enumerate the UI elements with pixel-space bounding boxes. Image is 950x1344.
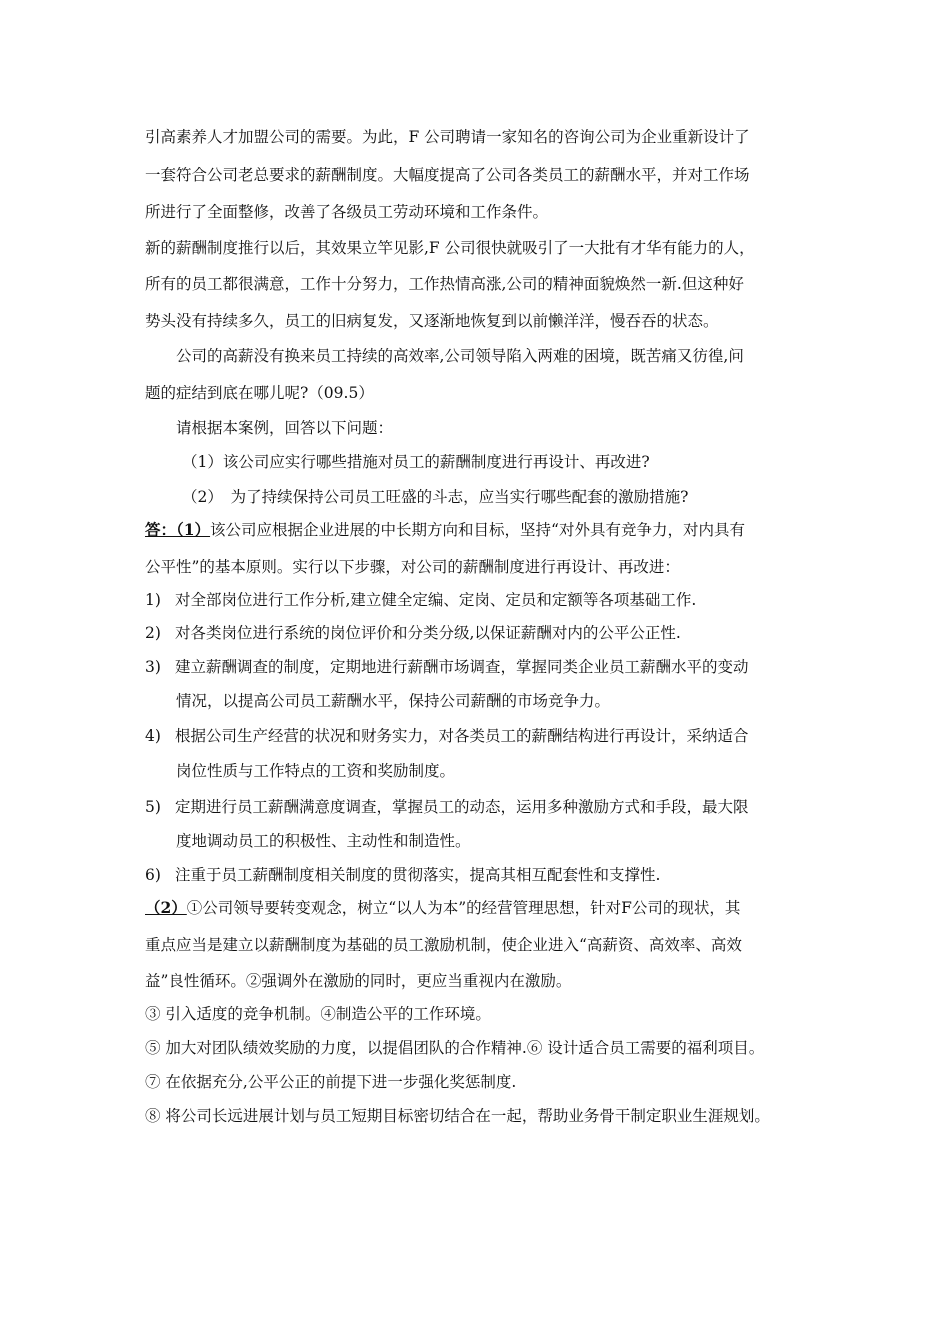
answer-1-item-5-continued: 度地调动员工的积极性、主动性和制造性。 bbox=[176, 832, 471, 850]
item-number: 5) bbox=[145, 798, 161, 816]
answer-2-line-4: ③ 引入适度的竞争机制。④制造公平的工作环境。 bbox=[145, 1005, 491, 1023]
answer-2-line-7: ⑧ 将公司长远进展计划与员工短期目标密切结合在一起，帮助业务骨干制定职业生涯规划。 bbox=[145, 1107, 770, 1125]
answer-1-item-5 bbox=[145, 796, 749, 818]
intro-paragraph-2-line-3: 势头没有持续多久，员工的旧病复发，又逐渐地恢复到以前懒洋洋，慢吞吞的状态。 bbox=[145, 312, 719, 330]
answer-2-line-3: 益”良性循环。②强调外在激励的同时，更应当重视内在激励。 bbox=[145, 972, 572, 990]
answer-1-line-2: 公平性”的基本原则。实行以下步骤，对公司的薪酬制度进行再设计、再改进： bbox=[145, 558, 680, 576]
question-2: （2） 为了持续保持公司员工旺盛的斗志，应当实行哪些配套的激励措施? bbox=[182, 488, 689, 506]
answer-2-intro-text: ①公司领导要转变观念，树立“以人为本”的经营管理思想，针对F公司的现状，其 bbox=[186, 899, 741, 917]
intro-paragraph-1-line-1: 引高素养人才加盟公司的需要。为此，F 公司聘请一家知名的咨询公司为企业重新设计了 bbox=[145, 128, 750, 146]
question-prompt: 请根据本案例，回答以下问题： bbox=[176, 419, 394, 437]
answer-1-item-4 bbox=[145, 725, 749, 747]
answer-1-intro-text: 该公司应根据企业进展的中长期方向和目标，坚持“对外具有竞争力，对内具有 bbox=[210, 521, 745, 539]
intro-paragraph-1-line-2: 一套符合公司老总要求的薪酬制度。大幅度提高了公司各类员工的薪酬水平，并对工作场 bbox=[145, 166, 750, 184]
item-number: 1) bbox=[145, 591, 161, 609]
item-number: 4) bbox=[145, 727, 161, 745]
item-text: 对全部岗位进行工作分析,建立健全定编、定岗、定员和定额等各项基础工作. bbox=[175, 591, 697, 609]
item-number: 6) bbox=[145, 866, 161, 884]
answer-1-line-1 bbox=[145, 519, 745, 541]
answer-2-line-1 bbox=[145, 897, 740, 919]
item-text: 注重于员工薪酬制度相关制度的贯彻落实，提高其相互配套性和支撑性. bbox=[175, 866, 661, 884]
answer-2-line-5: ⑤ 加大对团队绩效奖励的力度，以提倡团队的合作精神.⑥ 设计适合员工需要的福利项目。 bbox=[145, 1039, 765, 1057]
intro-paragraph-2-line-2: 所有的员工都很满意，工作十分努力，工作热情高涨,公司的精神面貌焕然一新.但这种好 bbox=[145, 275, 744, 293]
intro-paragraph-3-line-2: 题的症结到底在哪儿呢?（09.5） bbox=[145, 384, 374, 402]
item-text: 对各类岗位进行系统的岗位评价和分类分级,以保证薪酬对内的公平公正性. bbox=[175, 624, 681, 642]
answer-2-line-6: ⑦ 在依据充分,公平公正的前提下进一步强化奖惩制度. bbox=[145, 1073, 517, 1091]
answer-1-label: 答：（1） bbox=[145, 520, 211, 539]
intro-paragraph-2-line-1: 新的薪酬制度推行以后，其效果立竿见影,F 公司很快就吸引了一大批有才华有能力的人， bbox=[145, 239, 755, 257]
answer-1-item-6 bbox=[145, 864, 660, 886]
answer-1-item-4-continued: 岗位性质与工作特点的工资和奖励制度。 bbox=[176, 762, 456, 780]
answer-1-item-3 bbox=[145, 656, 749, 678]
answer-2-label: （2） bbox=[145, 898, 187, 917]
answer-2-line-2: 重点应当是建立以薪酬制度为基础的员工激励机制，使企业进入“高薪资、高效率、高效 bbox=[145, 936, 742, 954]
intro-paragraph-3-line-1: 公司的高薪没有换来员工持续的高效率,公司领导陷入两难的困境，既苦痛又彷徨,问 bbox=[176, 347, 744, 365]
item-text: 定期进行员工薪酬满意度调查，掌握员工的动态，运用多种激励方式和手段，最大限 bbox=[175, 798, 749, 816]
answer-1-item-3-continued: 情况，以提高公司员工薪酬水平，保持公司薪酬的市场竞争力。 bbox=[176, 692, 611, 710]
intro-paragraph-1-line-3: 所进行了全面整修，改善了各级员工劳动环境和工作条件。 bbox=[145, 203, 549, 221]
item-number: 3) bbox=[145, 658, 161, 676]
question-1: （1）该公司应实行哪些措施对员工的薪酬制度进行再设计、再改进? bbox=[182, 453, 650, 471]
item-text: 根据公司生产经营的状况和财务实力，对各类员工的薪酬结构进行再设计，采纳适合 bbox=[175, 727, 749, 745]
item-text: 建立薪酬调查的制度，定期地进行薪酬市场调查，掌握同类企业员工薪酬水平的变动 bbox=[175, 658, 749, 676]
item-number: 2) bbox=[145, 624, 161, 642]
answer-1-item-1 bbox=[145, 589, 696, 611]
answer-1-item-2 bbox=[145, 622, 681, 644]
